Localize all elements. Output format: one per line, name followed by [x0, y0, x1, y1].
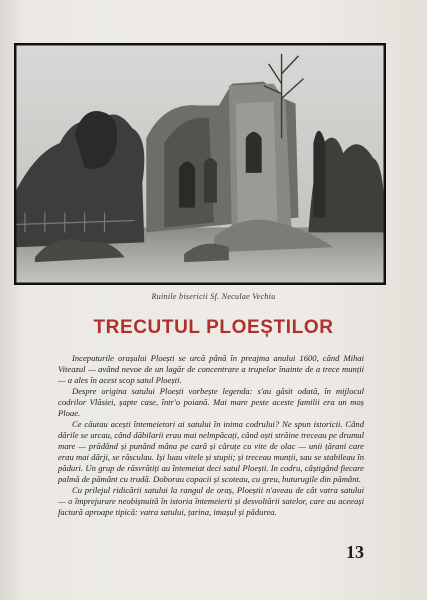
photo-caption: Ruinile bisericii Sf. Neculae Vechiu	[151, 292, 276, 301]
paragraph: Despre origina satului Ploești vorbește legenda: s'au găsit odată, în mijlocul codrilor Vlăsiei, șapte case, într'o poiană. Mai mare peste aceste familii era un moș Ploae.	[58, 386, 364, 418]
church-ruins-photo	[14, 43, 386, 285]
article-body	[58, 353, 364, 518]
paragraph: Inceputurile orașului Ploești se urcă până în preajma anului 1600, când Mihai Viteazul — având nevoe de un lagăr de concentrare a trupelor înainte de a trece munții — a ales în acest scop satul Ploești.	[58, 353, 364, 385]
paragraph: Cu prilejul ridicării satului la rangul de oraș, Ploeștii n'aveau de cât vatra satului — o împrejurare neobișnuită în istoria întemeierii și desvoltării satelor, care au aceeași factură aproape tipică: vatra satului, țarina, imașul și pădurea.	[58, 485, 364, 517]
paragraph: Ce căutau acești întemeietori ai satului în inima codrului? Ne spun istoricii. Când dările se urcau, când dăbilarii erau mai nelmpăcați, când oști străine treceau pe drumul mare — prădând și punând mâna pe cară și căruțe cu vite de olac — unii țărani care erau mai dârji, se răsculau. Iși luau vitele și stupii; și treceau munții, sau se stabileau în păduri. Un grup de răsvrătiți au întemeiat deci satul Ploești. In codru, câștigând fiecare palmă de pământ cu trudă. Doborau copacii și scoteau, cu greu, buturugile din pământ.	[58, 419, 364, 484]
page-title: TRECUTUL PLOEȘTILOR	[93, 317, 334, 338]
page-number: 13	[346, 542, 364, 562]
photo-illustration	[15, 44, 385, 284]
